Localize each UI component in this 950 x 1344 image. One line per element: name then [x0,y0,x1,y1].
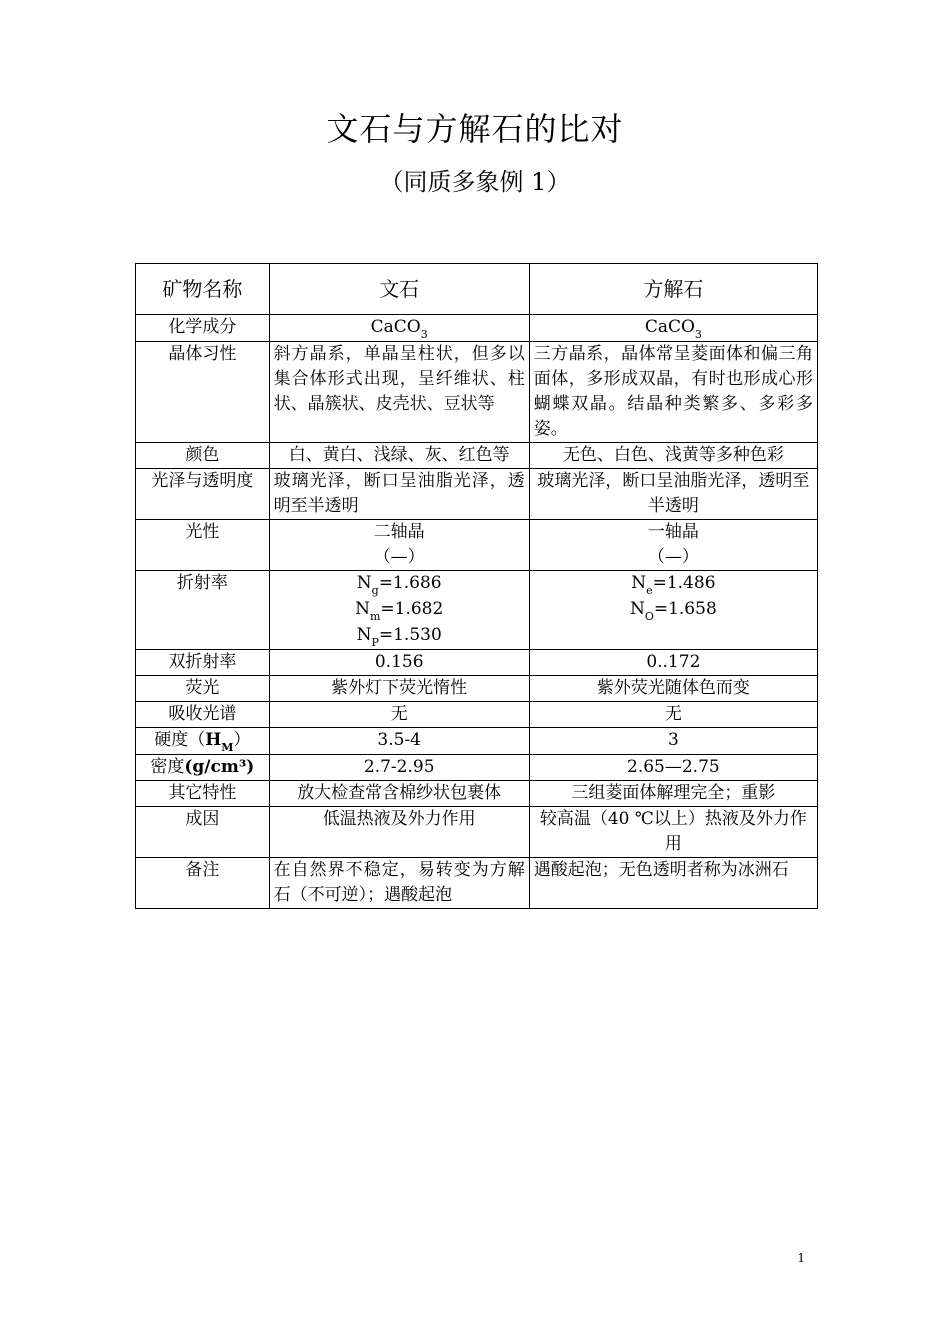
row-label: 折射率 [136,571,270,650]
row-label: 备注 [136,858,270,909]
table-row-chemical-composition [136,315,818,342]
calcite-color: 无色、白色、浅黄等多种色彩 [529,443,817,469]
table-row-refractive-index [136,571,818,650]
calcite-other: 三组菱面体解理完全；重影 [529,781,817,807]
comparison-table [135,263,818,909]
aragonite-hardness: 3.5-4 [269,728,529,755]
table-row-crystal-habit [136,342,818,443]
table-row-density [136,755,818,781]
calcite-optic: 一轴晶 （—） [529,520,817,571]
aragonite-density: 2.7-2.95 [269,755,529,781]
page-subtitle: （同质多象例 1） [379,168,571,196]
row-label: 成因 [136,807,270,858]
aragonite-other: 放大检查常含棉纱状包裹体 [269,781,529,807]
calcite-origin: 较高温（40 ℃以上）热液及外力作用 [529,807,817,858]
aragonite-fluorescence: 紫外灯下荧光惰性 [269,676,529,702]
row-label: 光性 [136,520,270,571]
aragonite-color: 白、黄白、浅绿、灰、红色等 [269,443,529,469]
table-row-hardness [136,728,818,755]
calcite-density: 2.65—2.75 [529,755,817,781]
row-label: 硬度$(H_M)$ [136,728,270,755]
page-number: 1 [797,1251,805,1265]
calcite-hardness: 3 [529,728,817,755]
table-header-row [136,264,818,315]
calcite-luster: 玻璃光泽，断口呈油脂光泽，透明至半透明 [529,469,817,520]
page-title: 文石与方解石的比对 [326,110,624,148]
row-label: 其它特性 [136,781,270,807]
table-row-origin [136,807,818,858]
table-row-other-features [136,781,818,807]
row-label: 晶体习性 [136,342,270,443]
aragonite-optic: 二轴晶 （—） [269,520,529,571]
table-row-luster [136,469,818,520]
row-label: 双折射率 [136,650,270,676]
calcite-refraction: $N_e=1.486$ $N_O=1.658$ [529,571,817,650]
header-cell-mineral-name: 矿物名称 [136,264,270,315]
calcite-habit: 三方晶系，晶体常呈菱面体和偏三角面体，多形成双晶，有时也形成心形蝴蝶双晶。结晶种类繁多、多彩多姿。 [529,342,817,443]
header-cell-calcite: 方解石 [529,264,817,315]
header-cell-aragonite: 文石 [269,264,529,315]
row-label: 密度(g/cm³) [136,755,270,781]
row-label: 荧光 [136,676,270,702]
calcite-absorption: 无 [529,702,817,728]
calcite-birefringence: 0..172 [529,650,817,676]
row-label: 吸收光谱 [136,702,270,728]
table-row-optic-character [136,520,818,571]
aragonite-luster: 玻璃光泽，断口呈油脂光泽，透明至半透明 [269,469,529,520]
aragonite-absorption: 无 [269,702,529,728]
row-label: 光泽与透明度 [136,469,270,520]
calcite-formula: CaCO$_3$ [529,315,817,342]
aragonite-origin: 低温热液及外力作用 [269,807,529,858]
table-row-fluorescence [136,676,818,702]
aragonite-habit: 斜方晶系，单晶呈柱状，但多以集合体形式出现，呈纤维状、柱状、晶簇状、皮壳状、豆状等 [269,342,529,443]
calcite-remark: 遇酸起泡；无色透明者称为冰洲石 [529,858,817,909]
row-label: 化学成分 [136,315,270,342]
aragonite-birefringence: 0.156 [269,650,529,676]
aragonite-refraction: $N_g=1.686$ $N_m=1.682$ $N_P=1.530$ [269,571,529,650]
calcite-fluorescence: 紫外荧光随体色而变 [529,676,817,702]
aragonite-remark: 在自然界不稳定，易转变为方解石（不可逆）；遇酸起泡 [269,858,529,909]
aragonite-formula: CaCO$_3$ [269,315,529,342]
table-row-birefringence [136,650,818,676]
table-row-color [136,443,818,469]
table-row-remarks [136,858,818,909]
row-label: 颜色 [136,443,270,469]
table-row-absorption-spectrum [136,702,818,728]
